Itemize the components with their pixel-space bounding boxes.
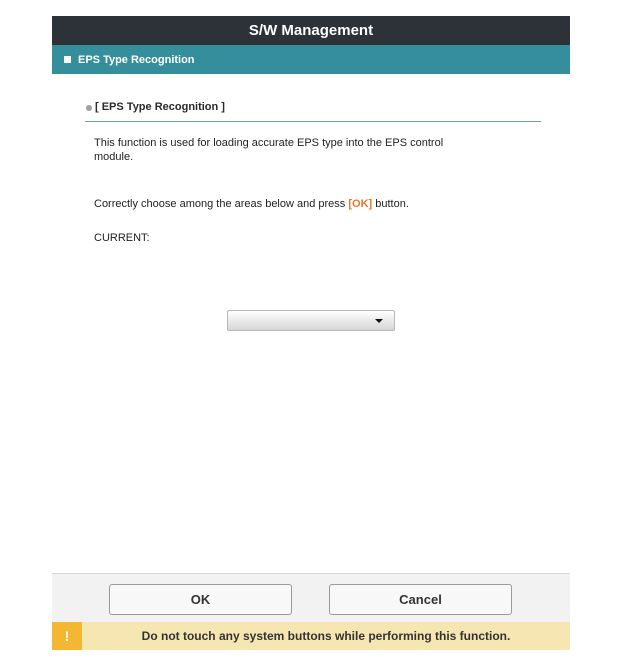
- subheader-bar: [52, 45, 570, 74]
- caret-down-icon: [375, 319, 383, 323]
- description-line-2: module.: [94, 151, 134, 163]
- square-bullet-icon: [64, 56, 71, 63]
- instruction-prefix: Correctly choose among the areas below and press: [94, 198, 349, 210]
- subheader-label: EPS Type Recognition: [78, 54, 195, 66]
- warning-bar: [52, 622, 570, 650]
- dialog-title: S/W Management: [52, 16, 570, 45]
- description-line-1: This function is used for loading accurate EPS type into the EPS control: [94, 137, 444, 149]
- description-text: [94, 136, 534, 164]
- instruction-suffix: button.: [372, 198, 409, 210]
- sw-management-dialog: [52, 16, 570, 650]
- section-heading: [ EPS Type Recognition ]: [95, 101, 225, 113]
- section-header: [85, 100, 541, 122]
- warning-text: Do not touch any system buttons while performing this function.: [141, 629, 511, 643]
- bullet-dot-icon: [86, 105, 92, 111]
- ok-button[interactable]: OK: [109, 584, 292, 615]
- cancel-button[interactable]: Cancel: [329, 584, 512, 615]
- exclamation-icon: !: [52, 622, 82, 650]
- instruction-text: [94, 197, 534, 211]
- current-label: CURRENT:: [94, 232, 150, 244]
- area-select-dropdown[interactable]: [227, 310, 395, 331]
- ok-reference-highlight: [OK]: [348, 198, 373, 210]
- dialog-footer: [52, 573, 570, 623]
